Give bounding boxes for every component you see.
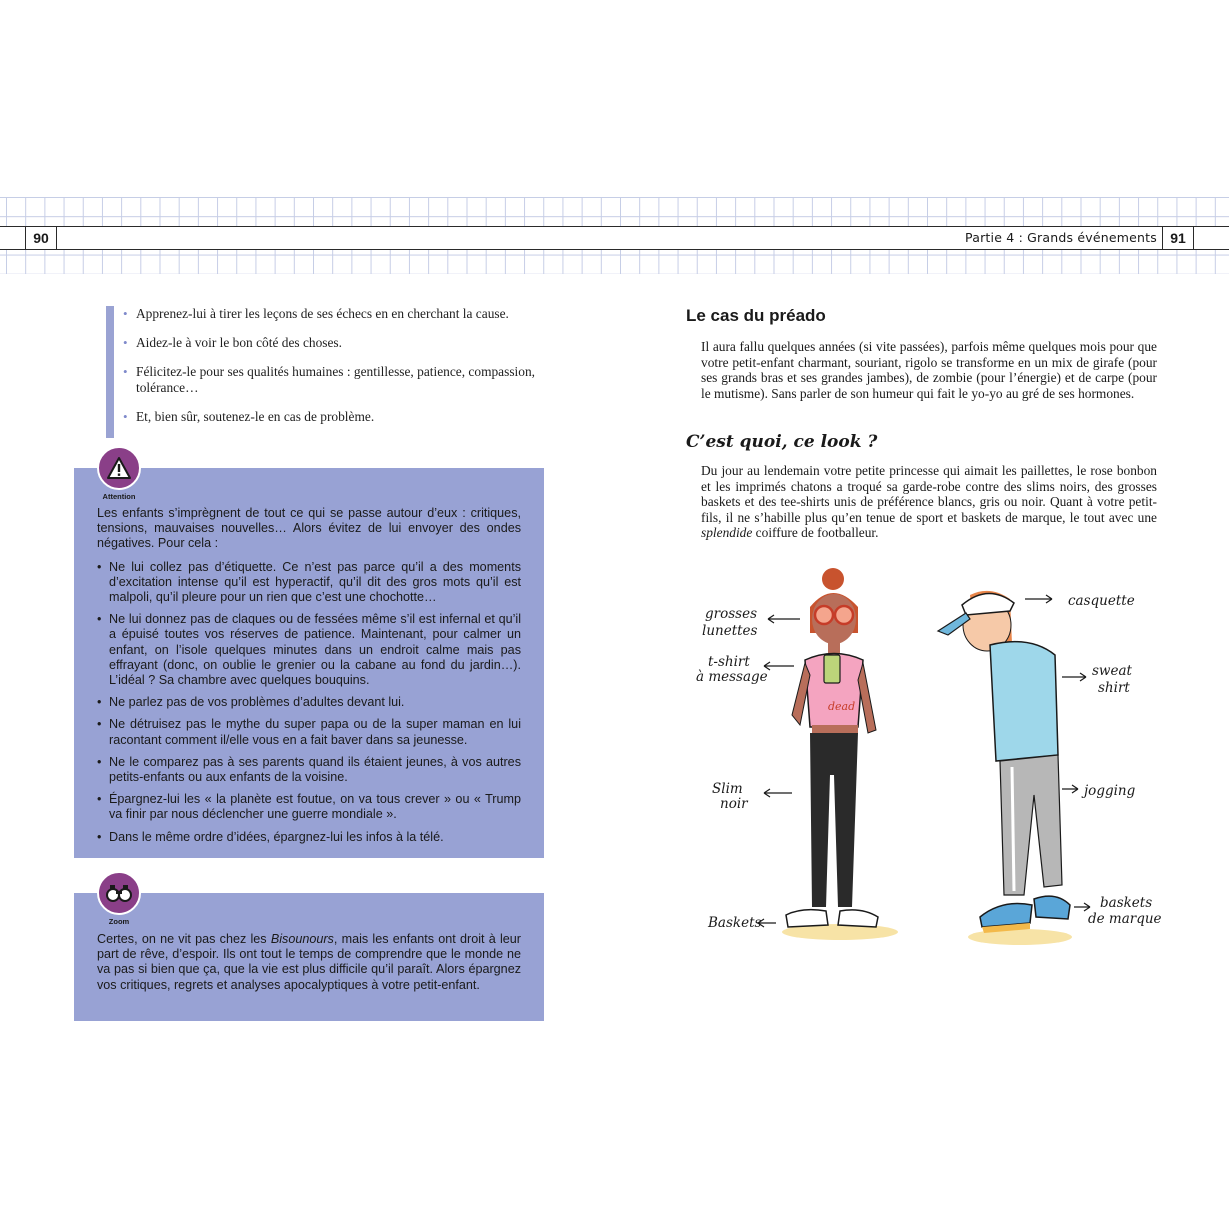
arrow-right-icon bbox=[1062, 673, 1086, 681]
tshirt-print: dead bbox=[828, 700, 856, 713]
attention-item: • Ne le comparez pas à ses parents quand ils étaient jeunes, à vos autres petits-enfants ou aux enfants de la voisine. bbox=[97, 755, 521, 785]
attention-item: • Dans le même ordre d’idées, épargnez-lui les infos à la télé. bbox=[97, 830, 521, 845]
attention-label: Attention bbox=[102, 492, 136, 501]
arrow-right-icon bbox=[1074, 903, 1090, 911]
label-grosses: grosses bbox=[705, 606, 757, 622]
zoom-text-part: , mais les enfants ont droit à leur part de rêve, d’espoir. Ils ont tout le temps de comprendre que le monde ne va pas si bien que ça, que la vie est plus difficile qu’il paraît. Alors épargnez vos critiques, regrets et analyses apocalyptiques à votre petit-enfant. bbox=[97, 932, 521, 992]
arrow-left-icon bbox=[764, 789, 792, 797]
label-slim: Slim bbox=[712, 781, 743, 797]
look-text-italic: splendide bbox=[701, 525, 753, 540]
drink-cup bbox=[824, 655, 840, 683]
label-baskets-girl: Baskets bbox=[708, 915, 762, 931]
arrow-right-icon bbox=[1062, 785, 1078, 793]
zoom-text bbox=[97, 932, 521, 993]
arrow-right-icon bbox=[1025, 595, 1052, 603]
label-tshirt: t-shirt bbox=[708, 654, 750, 670]
page-header bbox=[0, 226, 1229, 250]
attention-item: • Ne lui donnez pas de claques ou de fessées même s’il est infernal et qu’il a épuisé toutes vos réserves de patience. Maintenant, pour calmer un enfant, on l’isole quelques minutes dans un endroit calme mais pas effrayant (donc, on oublie le grenier ou la cabane au fond du jardin…). L’idéal ? Sa chambre avec quelques bouquins. bbox=[97, 612, 521, 688]
label-casquette: casquette bbox=[1068, 593, 1135, 609]
zoom-text-part: Certes, on ne vit pas chez les bbox=[97, 932, 271, 946]
boy-figure bbox=[938, 591, 1070, 933]
tips-list bbox=[106, 306, 594, 438]
label-baskets-boy: baskets bbox=[1100, 895, 1153, 911]
section-title: Le cas du préado bbox=[686, 306, 826, 325]
binoculars-icon bbox=[105, 883, 133, 903]
attention-item: • Ne parlez pas de vos problèmes d’adultes devant lui. bbox=[97, 695, 521, 710]
arrow-left-icon bbox=[768, 615, 800, 623]
subsection-title: C’est quoi, ce look ? bbox=[686, 432, 878, 452]
look-paragraph bbox=[701, 463, 1157, 541]
attention-box bbox=[74, 468, 544, 858]
tip-item: • Félicitez-le pour ses qualités humaines : gentillesse, patience, compassion, tolérance… bbox=[134, 364, 594, 396]
label-a-message: à message bbox=[696, 669, 768, 685]
tip-item: • Aidez-le à voir le bon côté des choses. bbox=[134, 335, 594, 351]
intro-paragraph: Il aura fallu quelques années (si vite passées), parfois même quelques mois pour que votre petit-enfant charmant, souriant, rigolo se transforme en un mix de girafe (pour ses grands bras et ses grandes jambes), de zombie (pour l’énergie) et de carpe (pour le mutisme). Sans parler de son humeur qui fait le yo-yo au gré de ses hormones. bbox=[701, 339, 1157, 401]
attention-item: • Épargnez-lui les « la planète est foutue, on va tous crever » ou « Trump va finir par nous déclencher une guerre mondiale ». bbox=[97, 792, 521, 822]
zoom-text-italic: Bisounours bbox=[270, 932, 334, 946]
look-text-part: coiffure de footballeur. bbox=[752, 525, 879, 540]
right-page-number: 91 bbox=[1162, 227, 1194, 249]
attention-badge bbox=[97, 446, 141, 490]
look-text-part: Du jour au lendemain votre petite princesse qui aimait les paillettes, le rose bonbon et les imprimés chatons a troqué sa garde-robe contre des slims noirs, des grosses baskets et des tee-shirts unis de préférence blancs, gris ou noir. Quant à votre petit-fils, il ne s’habille plus qu’en tenue de sport et baskets de marque, le tout avec une bbox=[701, 463, 1157, 525]
zoom-box bbox=[74, 893, 544, 1021]
tip-item: • Et, bien sûr, soutenez-le en cas de problème. bbox=[134, 409, 594, 425]
teen-outfits-illustration bbox=[690, 555, 1170, 955]
girl-figure bbox=[786, 568, 878, 927]
label-jogging: jogging bbox=[1084, 783, 1136, 799]
label-sweat: sweat bbox=[1092, 663, 1132, 679]
label-noir: noir bbox=[720, 796, 748, 812]
zoom-label: Zoom bbox=[108, 917, 130, 926]
tip-item: • Apprenez-lui à tirer les leçons de ses échecs en en cherchant la cause. bbox=[134, 306, 594, 322]
arrow-left-icon bbox=[764, 662, 794, 670]
label-shirt: shirt bbox=[1098, 680, 1130, 696]
warning-icon bbox=[106, 456, 132, 480]
zoom-badge bbox=[97, 871, 141, 915]
label-de-marque: de marque bbox=[1088, 911, 1162, 927]
attention-item: • Ne lui collez pas d’étiquette. Ce n’est pas parce qu’il a des moments d’excitation intense qu’il est hyperactif, qu’il dit des gros mots qu’il est malpoli, qu’il pleure pour un rien que c’est une chochotte… bbox=[97, 560, 521, 606]
attention-item: • Ne détruisez pas le mythe du super papa ou de la super maman en lui racontant comment il/elle vous en a fait baver dans sa jeunesse. bbox=[97, 717, 521, 747]
attention-intro: Les enfants s’imprègnent de tout ce qui se passe autour d’eux : critiques, tensions, mauvaises nouvelles… Alors évitez de lui envoyer des ondes négatives. Pour cela : bbox=[97, 506, 521, 551]
running-title: Partie 4 : Grands événements bbox=[965, 230, 1157, 245]
label-lunettes: lunettes bbox=[702, 623, 758, 639]
left-page-number: 90 bbox=[25, 227, 57, 249]
